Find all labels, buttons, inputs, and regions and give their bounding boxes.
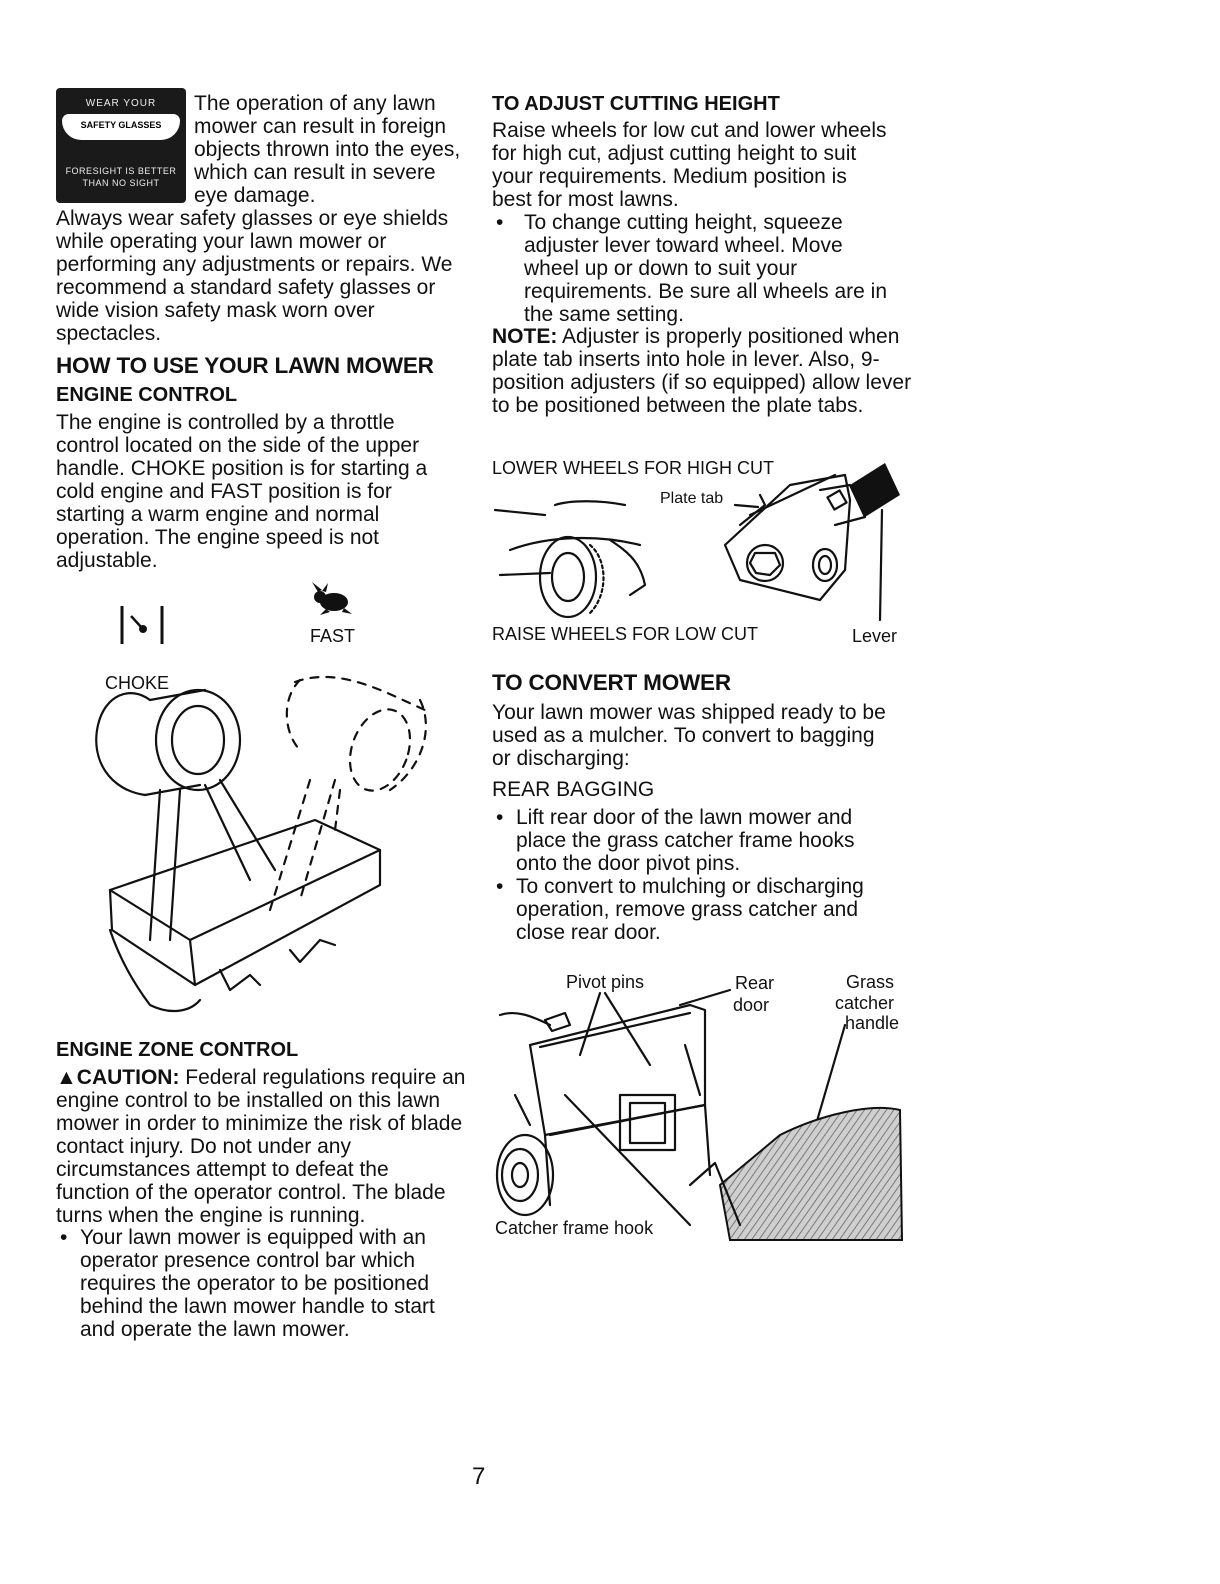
note-text: Adjuster is properly positioned when plate tab inserts into hole in lever. Also, 9-position adjusters (if so equipped) allow lever to be positioned between the plate tabs. bbox=[492, 325, 912, 417]
fig-raise-wheels-label: RAISE WHEELS FOR LOW CUT bbox=[492, 624, 759, 644]
fig-grass-label: Grass bbox=[846, 972, 895, 992]
list-item: • Your lawn mower is equipped with an operator presence control bar which requires the operator to be positioned behind the lawn mower handle to start and operate the lawn mower. bbox=[56, 1226, 466, 1341]
caution-text: Federal regulations require an engine control to be installed on this lawn mower in order to minimize the risk of blade contact injury. Do not under any circumstances attempt to defeat the function of the operator control. The blade turns when the engine is running. bbox=[56, 1066, 466, 1227]
throttle-control-illustration bbox=[90, 640, 450, 1025]
rear-bagging-heading: REAR BAGGING bbox=[492, 778, 655, 801]
page-number: 7 bbox=[472, 1463, 486, 1490]
note-label: NOTE: bbox=[492, 325, 558, 348]
cutting-height-paragraph: Raise wheels for low cut and lower wheels for high cut, adjust cutting height to suit your requirements. Medium position is best for most lawns. bbox=[492, 119, 887, 211]
fig-lower-wheels-label: LOWER WHEELS FOR HIGH CUT bbox=[492, 458, 775, 478]
fig-lever-label: Lever bbox=[852, 626, 898, 646]
intro-side-paragraph: The operation of any lawn mower can result in foreign objects thrown into the eyes, which can result in severe eye damage. bbox=[194, 92, 461, 207]
badge-bottom-text-2: THAN NO SIGHT bbox=[82, 178, 160, 188]
grass-catcher-illustration bbox=[490, 985, 910, 1240]
heading-adjust-cutting-height: TO ADJUST CUTTING HEIGHT bbox=[492, 93, 780, 115]
caution-paragraph bbox=[56, 1066, 466, 1227]
caution-icon: ▲ bbox=[56, 1066, 77, 1089]
heading-engine-control: ENGINE CONTROL bbox=[56, 384, 238, 406]
list-item: • Lift rear door of the lawn mower and place the grass catcher frame hooks onto the door pivot pins. bbox=[492, 806, 892, 875]
badge-top-text: WEAR YOUR bbox=[85, 98, 157, 109]
list-item: • To change cutting height, squeeze adjuster lever toward wheel. Move wheel up or down to suit your requirements. Be sure all wheels are in the same setting. bbox=[492, 211, 892, 326]
heading-engine-zone-control: ENGINE ZONE CONTROL bbox=[56, 1039, 299, 1061]
convert-paragraph: Your lawn mower was shipped ready to be used as a mulcher. To convert to bagging or discharging: bbox=[492, 701, 886, 770]
badge-mid-text: SAFETY GLASSES bbox=[80, 120, 162, 130]
choke-label: CHOKE bbox=[105, 673, 170, 693]
fig-door-label: door bbox=[733, 995, 770, 1015]
wheel-adjuster-illustration bbox=[490, 455, 910, 625]
bagging-bullet-list bbox=[492, 806, 892, 944]
heading-to-convert-mower: TO CONVERT MOWER bbox=[492, 670, 731, 695]
safety-glasses-badge bbox=[56, 88, 186, 203]
fig-plate-tab-label: Plate tab bbox=[660, 490, 724, 507]
rabbit-icon bbox=[306, 582, 356, 616]
badge-bottom-text-1: FORESIGHT IS BETTER bbox=[65, 166, 177, 176]
engine-control-paragraph: The engine is controlled by a throttle control located on the side of the upper handle. CHOKE position is for starting a cold engine and FAST position is for starting a warm engine and normal operation. The engine speed is not adjustable. bbox=[56, 411, 428, 572]
fast-label: FAST bbox=[310, 626, 356, 646]
fig-rear-label: Rear bbox=[735, 973, 775, 993]
fig-pivot-pins-label: Pivot pins bbox=[566, 972, 645, 992]
note-paragraph bbox=[492, 325, 912, 417]
fig-catcher-label: catcher bbox=[835, 993, 895, 1013]
intro-rest-paragraph: Always wear safety glasses or eye shields while operating your lawn mower or performing any adjustments or repairs. We recommend a standard safety glasses or wide vision safety mask worn over spectacles. bbox=[56, 207, 453, 345]
list-item: • To convert to mulching or discharging operation, remove grass catcher and close rear door. bbox=[492, 875, 892, 944]
fig-handle-label: handle bbox=[845, 1013, 900, 1033]
caution-label: CAUTION: bbox=[76, 1066, 180, 1089]
heading-how-to-use: HOW TO USE YOUR LAWN MOWER bbox=[56, 353, 434, 378]
fig-catcher-hook-label: Catcher frame hook bbox=[495, 1218, 654, 1238]
zone-bullet-list bbox=[56, 1226, 466, 1341]
height-bullet-list bbox=[492, 211, 892, 326]
